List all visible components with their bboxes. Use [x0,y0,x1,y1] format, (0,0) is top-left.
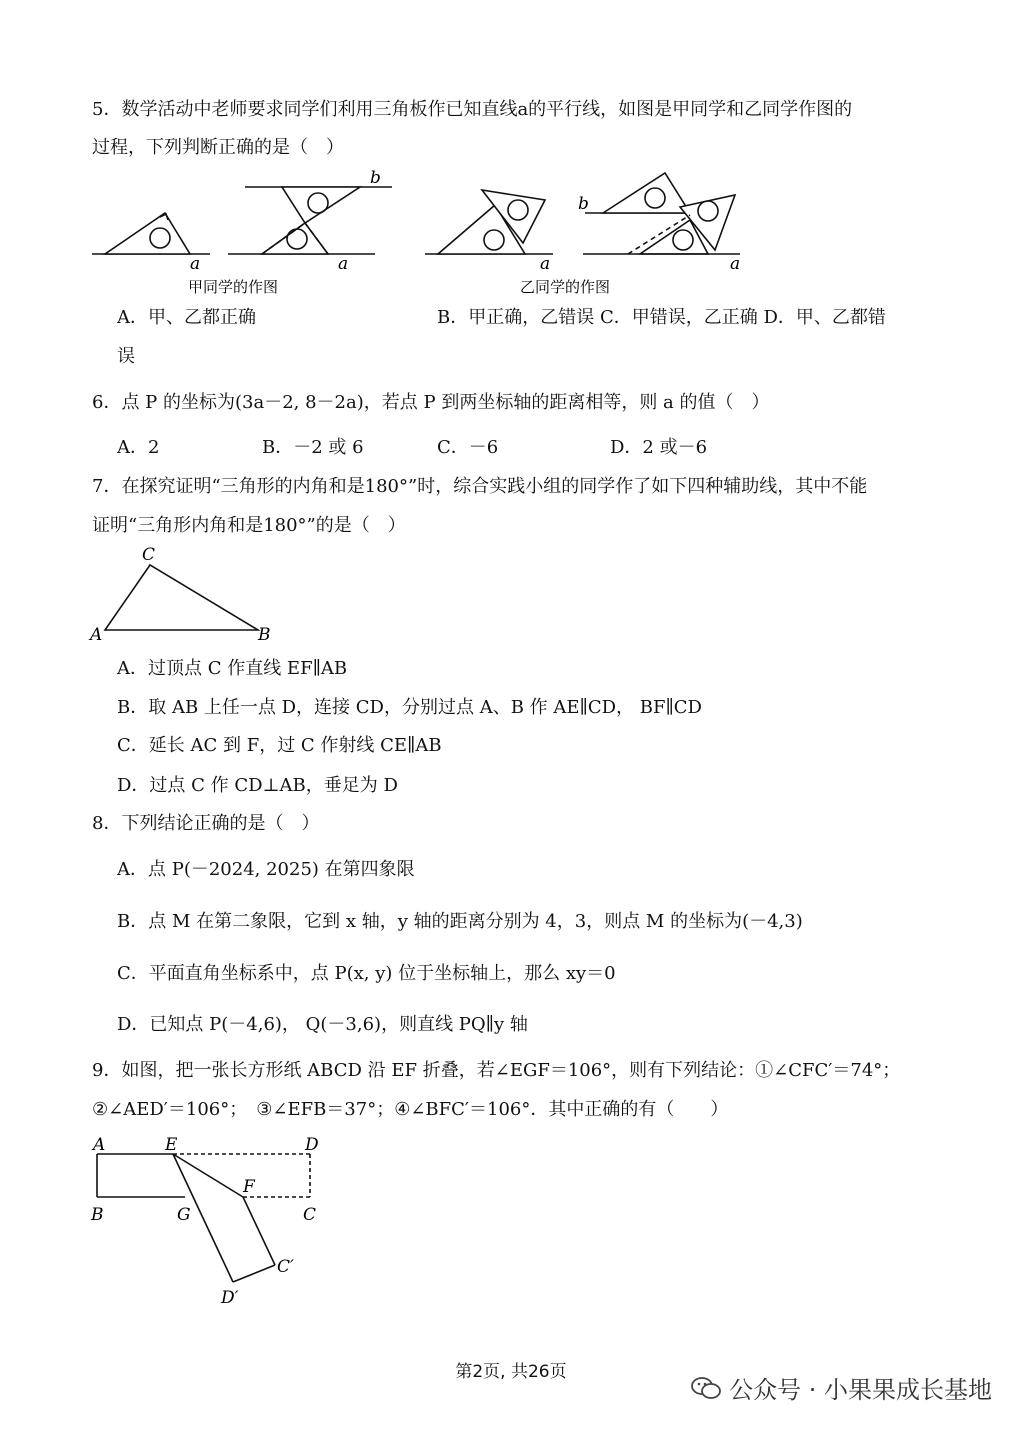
q6-option-b: B．－2 或 6 [262,437,364,458]
q5-caption-jia: 甲同学的作图 [188,278,279,296]
q9-fold-figure [85,1130,345,1315]
q5-label-a2: a [338,254,349,274]
q7-stem-line2: 证明“三角形内角和是180°”的是（ ） [92,515,406,536]
q5-label-b1: b [370,168,381,188]
q8-option-b: B．点 M 在第二象限，它到 x 轴，y 轴的距离分别为 4，3，则点 M 的坐标为(－4,3) [117,911,803,932]
q9-label-f: F [243,1177,255,1197]
q5-caption-yi: 乙同学的作图 [520,278,611,296]
q6-option-d: D．2 或－6 [610,437,708,458]
q6-option-a: A．2 [117,437,160,458]
q7-label-b: B [258,625,271,645]
q8-option-a: A．点 P(－2024, 2025) 在第四象限 [117,859,415,880]
q7-option-c: C．延长 AC 到 F，过 C 作射线 CE∥AB [117,735,442,756]
q9-label-c-prime: C′ [277,1257,294,1277]
q9-label-e: E [165,1135,178,1155]
q8-option-d: D．已知点 P(－4,6)， Q(－3,6)，则直线 PQ∥y 轴 [117,1014,528,1035]
q5-figure [0,165,1022,315]
page-number: 第2页, 共26页 [455,1362,567,1382]
q5-label-a1: a [190,254,201,274]
q5-stem-line2: 过程，下列判断正确的是（ ） [92,137,344,158]
q5-label-a4: a [730,254,741,274]
q5-option-a: A．甲、乙都正确 [117,307,256,328]
q9-label-c: C [303,1205,317,1225]
q6-option-c: C．－6 [437,437,499,458]
q7-label-a: A [90,625,103,645]
wechat-icon [691,1375,721,1401]
q7-option-d: D．过点 C 作 CD⊥AB，垂足为 D [117,775,398,796]
q9-stem-line2: ②∠AED′＝106°； ③∠EFB＝37°；④∠BFC′＝106°．其中正确的有（ ） [92,1099,729,1120]
q9-stem-line1: 9．如图，把一张长方形纸 ABCD 沿 EF 折叠，若∠EGF＝106°，则有下列结论：①∠CFC′＝74°； [92,1060,901,1081]
q7-option-a: A．过顶点 C 作直线 EF∥AB [117,658,348,679]
q6-stem: 6．点 P 的坐标为(3a－2, 8－2a)，若点 P 到两坐标轴的距离相等，则 a 的值（ ） [92,392,770,413]
watermark-text: 公众号 · 小果果成长基地 [729,1376,992,1404]
q7-label-c: C [142,545,156,565]
q7-stem-line1: 7．在探究证明“三角形的内角和是180°”时，综合实践小组的同学作了如下四种辅助线，其中不能 [92,476,868,497]
q7-option-b: B．取 AB 上任一点 D，连接 CD，分别过点 A、B 作 AE∥CD， BF∥CD [117,697,702,718]
q9-label-a: A [93,1135,106,1155]
q5-options-bcd: B．甲正确，乙错误 C．甲错误，乙正确 D．甲、乙都错 [437,307,886,328]
q9-label-b: B [91,1205,104,1225]
q5-label-b2: b [578,194,589,214]
q7-triangle-figure [80,540,380,650]
q8-option-c: C．平面直角坐标系中，点 P(x, y) 位于坐标轴上，那么 xy＝0 [117,963,616,984]
q9-label-d: D [305,1135,319,1155]
q9-label-d-prime: D′ [221,1288,239,1308]
q9-label-g: G [177,1205,191,1225]
q5-stem-line1: 5．数学活动中老师要求同学们利用三角板作已知直线a的平行线，如图是甲同学和乙同学作图的 [92,99,853,120]
q5-label-a3: a [540,254,551,274]
watermark [691,1370,992,1405]
q5-option-d-continued: 误 [117,346,135,367]
q8-stem: 8．下列结论正确的是（ ） [92,813,320,834]
